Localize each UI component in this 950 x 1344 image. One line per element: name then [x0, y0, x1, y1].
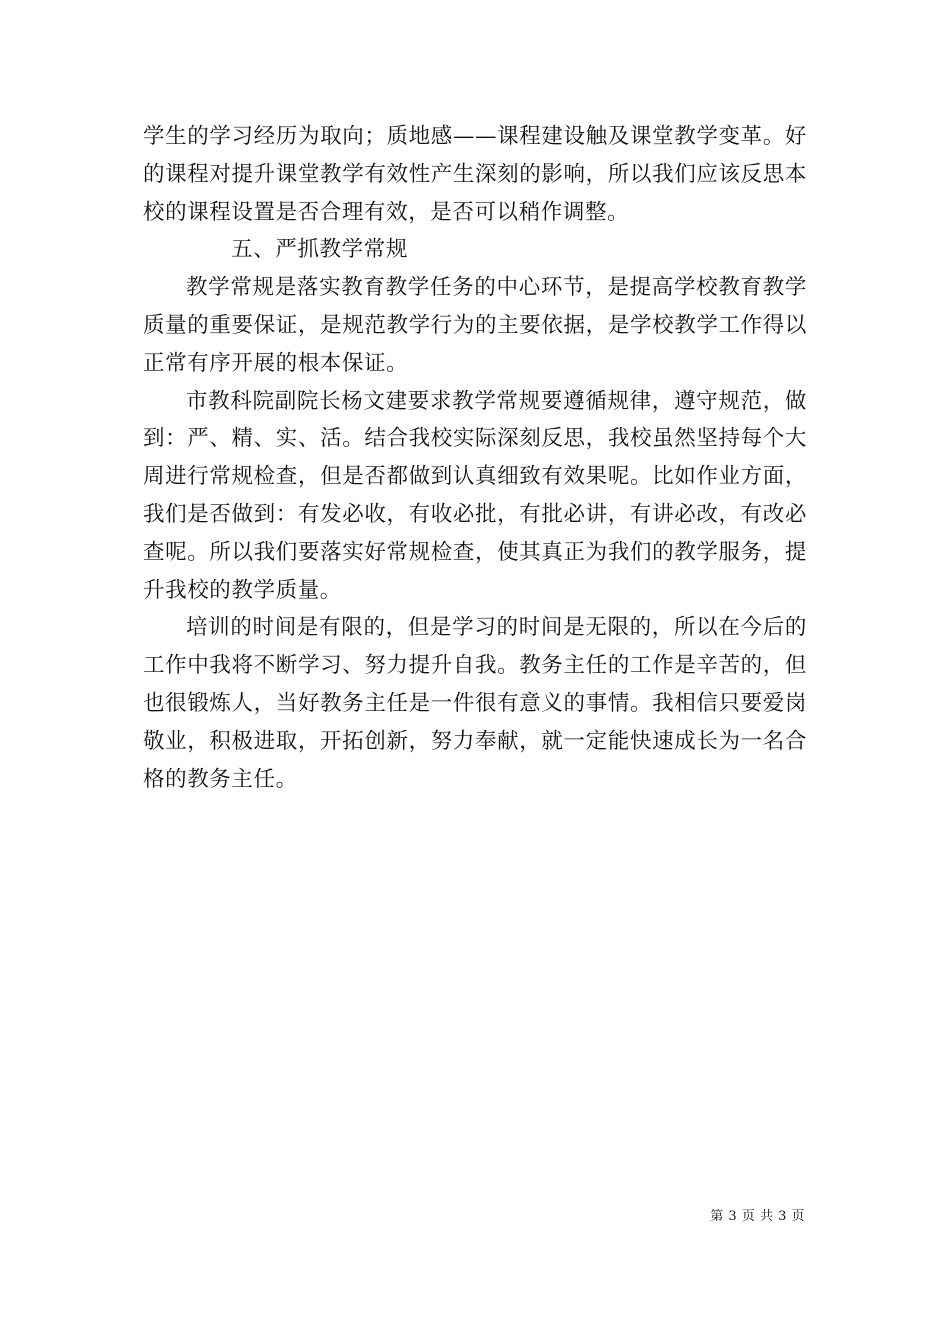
page-number: 第 3 页 共 3 页: [710, 1209, 805, 1224]
section-heading: 五、严抓教学常规: [231, 237, 408, 263]
paragraph-teaching-routine: 教学常规是落实教育教学任务的中心环节，是提高学校教育教学质量的重要保证，是规范教学行为的主要依据，是学校教学工作得以正常有序开展的根本保证。: [143, 275, 807, 376]
document-body: [143, 118, 807, 798]
paragraph-routine-requirements: 市教科院副院长杨文建要求教学常规要遵循规律，遵守规范，做到：严、精、实、活。结合我校实际深刻反思，我校虽然坚持每个大周进行常规检查，但是否都做到认真细致有效果呢。比如作业方面，我们是否做到：有发必收，有收必批，有批必讲，有讲必改，有改必查呢。所以我们要落实好常规检查，使其真正为我们的教学服务，提升我校的教学质量。: [143, 388, 807, 603]
paragraph-continuation: 学生的学习经历为取向；质地感——课程建设触及课堂教学变革。好的课程对提升课堂教学有效性产生深刻的影响，所以我们应该反思本校的课程设置是否合理有效，是否可以稍作调整。: [143, 124, 807, 225]
paragraph-conclusion: 培训的时间是有限的，但是学习的时间是无限的，所以在今后的工作中我将不断学习、努力提升自我。教务主任的工作是辛苦的，但也很锻炼人，当好教务主任是一件很有意义的事情。我相信只要爱岗敬业，积极进取，开拓创新，努力奉献，就一定能快速成长为一名合格的教务主任。: [143, 615, 807, 792]
